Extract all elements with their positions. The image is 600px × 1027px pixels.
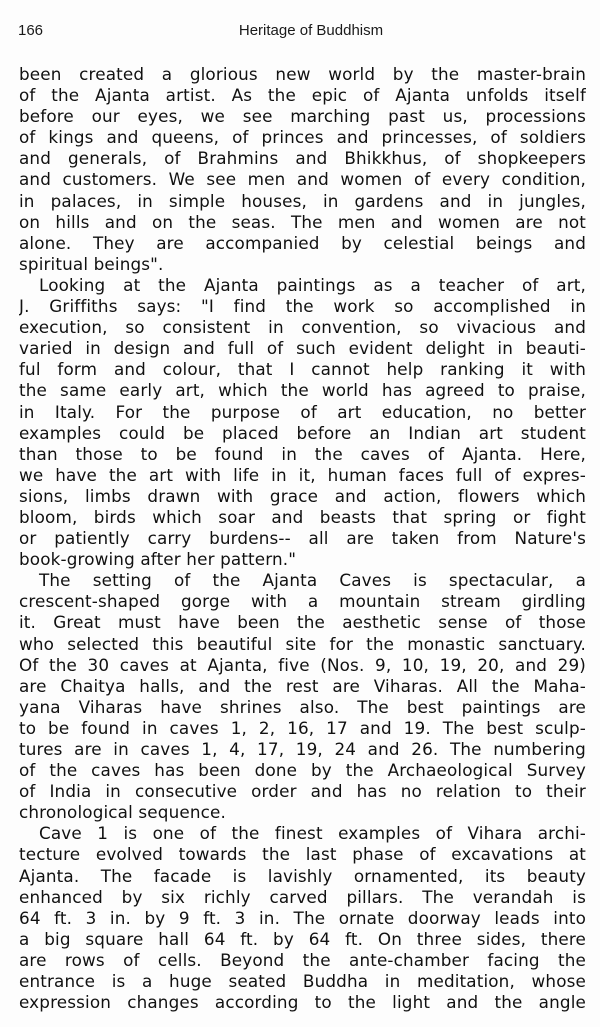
text-line: spiritual beings". <box>19 253 164 274</box>
text-line: 64 ft. 3 in. by 9 ft. 3 in. The ornate doorway leads into <box>19 907 586 928</box>
text-line: or patiently carry burdens-- all are taken from Nature's <box>19 528 586 549</box>
text-line: Looking at the Ajanta paintings as a teacher of art, <box>39 274 586 295</box>
text-line: varied in design and full of such evident delight in beauti- <box>19 338 586 359</box>
text-line: enhanced by six richly carved pillars. The verandah is <box>19 886 586 907</box>
text-line: and customers. We see men and women of every condition, <box>19 169 586 190</box>
text-line: Of the 30 caves at Ajanta, five (Nos. 9, 10, 19, 20, and 29) <box>19 654 586 675</box>
text-line: in palaces, in simple houses, in gardens and in jungles, <box>19 190 586 211</box>
text-line: execution, so consistent in convention, so vivacious and <box>19 317 586 338</box>
text-line: been created a glorious new world by the master-brain <box>19 64 586 84</box>
text-line: sions, limbs drawn with grace and action, flowers which <box>19 485 586 506</box>
page-number: 166 <box>18 22 44 39</box>
text-line: on hills and on the seas. The men and women are not <box>19 211 586 232</box>
text-line: of the caves has been done by the Archaeological Survey <box>19 760 586 781</box>
text-line: the same early art, which the world has agreed to praise, <box>19 380 586 401</box>
text-line: examples could be placed before an Indian art student <box>19 422 586 443</box>
text-line: of the Ajanta artist. As the epic of Ajanta unfolds itself <box>19 85 586 106</box>
body-text <box>19 64 586 1013</box>
text-line: tures are in caves 1, 4, 17, 19, 24 and 26. The numbering <box>19 739 586 759</box>
text-line: before our eyes, we see marching past us, processions <box>19 106 586 127</box>
text-line: than those to be found in the caves of Ajanta. Here, <box>19 443 586 464</box>
text-line: crescent-shaped gorge with a mountain stream girdling <box>19 591 586 612</box>
text-line: of India in consecutive order and has no relation to their <box>19 781 586 802</box>
text-line: tecture evolved towards the last phase of excavations at <box>19 844 586 865</box>
text-line: book-growing after her pattern." <box>19 549 297 570</box>
text-line: to be found in caves 1, 2, 16, 17 and 19. The best sculp- <box>19 717 586 738</box>
text-line: a big square hall 64 ft. by 64 ft. On three sides, there <box>19 928 586 949</box>
text-line: who selected this beautiful site for the monastic sanctuary. <box>19 633 586 654</box>
text-line: chronological sequence. <box>19 802 226 823</box>
text-line: are Chaitya halls, and the rest are Viharas. All the Maha- <box>19 675 586 696</box>
running-title: Heritage of Buddhism <box>238 22 384 39</box>
text-line: Cave 1 is one of the finest examples of Vihara archi- <box>39 823 586 844</box>
text-line: alone. They are accompanied by celestial beings and <box>19 232 586 253</box>
text-line: J. Griffiths says: "I find the work so accomplished in <box>19 296 586 317</box>
text-line: entrance is a huge seated Buddha in meditation, whose <box>19 971 586 992</box>
text-line: it. Great must have been the aesthetic sense of those <box>19 612 586 633</box>
text-line: Ajanta. The facade is lavishly ornamented, its beauty <box>19 865 586 886</box>
text-line: bloom, birds which soar and beasts that spring or fight <box>19 506 586 527</box>
text-line: are rows of cells. Beyond the ante-chamber facing the <box>19 949 586 970</box>
text-line: and generals, of Brahmins and Bhikkhus, of shopkeepers <box>19 148 586 169</box>
text-line: yana Viharas have shrines also. The best paintings are <box>19 696 586 717</box>
text-line: ful form and colour, that I cannot help ranking it with <box>19 359 586 380</box>
page-header <box>18 22 584 44</box>
text-line: of kings and queens, of princes and princesses, of soldiers <box>19 127 586 148</box>
text-line: The setting of the Ajanta Caves is spectacular, a <box>39 570 586 591</box>
text-line: we have the art with life in it, human faces full of expres- <box>19 464 586 485</box>
text-line: expression changes according to the light and the angle <box>19 992 586 1013</box>
text-line: in Italy. For the purpose of art education, no better <box>19 401 586 422</box>
